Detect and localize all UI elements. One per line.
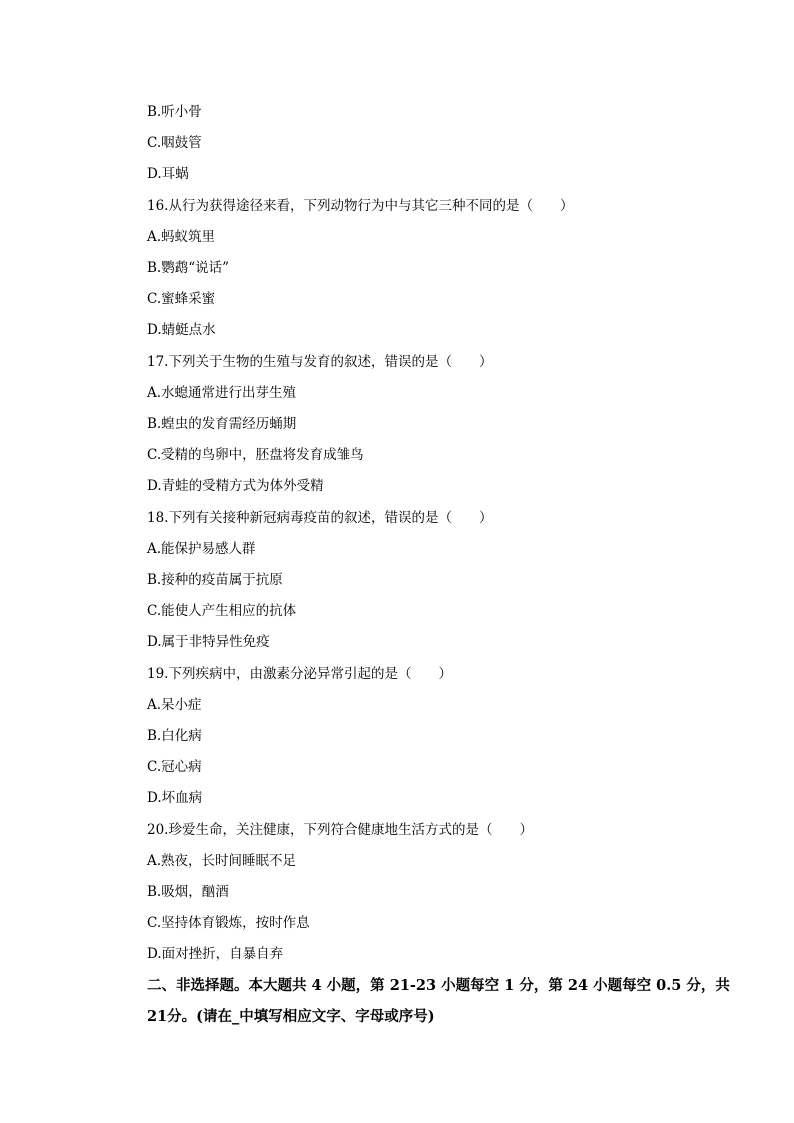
option-c-q16: C.蜜蜂采蜜: [147, 291, 216, 307]
option-c-q19: C.冠心病: [147, 759, 202, 775]
option-a-q16: A.蚂蚁筑里: [147, 229, 216, 245]
section-heading-line-1: 二、非选择题。本大题共 4 小题，第 21-23 小题每空 1 分，第 24 小题每空 0.5 分，共: [147, 977, 730, 994]
option-c-q18: C.能使人产生相应的抗体: [147, 603, 297, 619]
question-19: 19.下列疾病中，由激素分泌异常引起的是（ ）: [147, 666, 452, 682]
option-b-q17: B.蝗虫的发育需经历蛹期: [147, 416, 297, 432]
option-a-q18: A.能保护易感人群: [147, 541, 256, 557]
option-d-q17: D.青蛙的受精方式为体外受精: [147, 478, 324, 494]
question-17: 17.下列关于生物的生殖与发育的叙述，错误的是（ ）: [147, 354, 493, 370]
question-16: 16.从行为获得途径来看，下列动物行为中与其它三种不同的是（ ）: [147, 198, 574, 214]
option-d-q20: D.面对挫折，自暴自弃: [147, 946, 284, 962]
option-b-q16: B.鹦鹉“说话”: [147, 260, 230, 276]
option-a-q19: A.呆小症: [147, 697, 202, 713]
option-d-q16: D.蜻蜓点水: [147, 322, 216, 338]
question-18: 18.下列有关接种新冠病毒疫苗的叙述，错误的是（ ）: [147, 510, 493, 526]
option-a-q20: A.熟夜，长时间睡眠不足: [147, 853, 297, 869]
option-d-q18: D.属于非特异性免疫: [147, 634, 270, 650]
option-c-q17: C.受精的鸟卵中，胚盘将发育成雏鸟: [147, 447, 364, 463]
option-a-q17: A.水螅通常进行出芽生殖: [147, 385, 297, 401]
section-heading-line-2: 21分。(请在_中填写相应文字、字母或序号): [147, 1008, 435, 1025]
option-d-q15: D.耳蜗: [147, 166, 189, 182]
option-b-q20: B.吸烟，酗酒: [147, 884, 229, 900]
option-b-q19: B.白化病: [147, 728, 202, 744]
question-20: 20.珍爱生命，关注健康，下列符合健康地生活方式的是（ ）: [147, 822, 533, 838]
option-b-q15: B.听小骨: [147, 104, 202, 120]
option-c-q20: C.坚持体育锻炼，按时作息: [147, 915, 310, 931]
option-b-q18: B.接种的疫苗属于抗原: [147, 572, 283, 588]
option-c-q15: C.咽鼓管: [147, 135, 202, 151]
option-d-q19: D.坏血病: [147, 790, 203, 806]
